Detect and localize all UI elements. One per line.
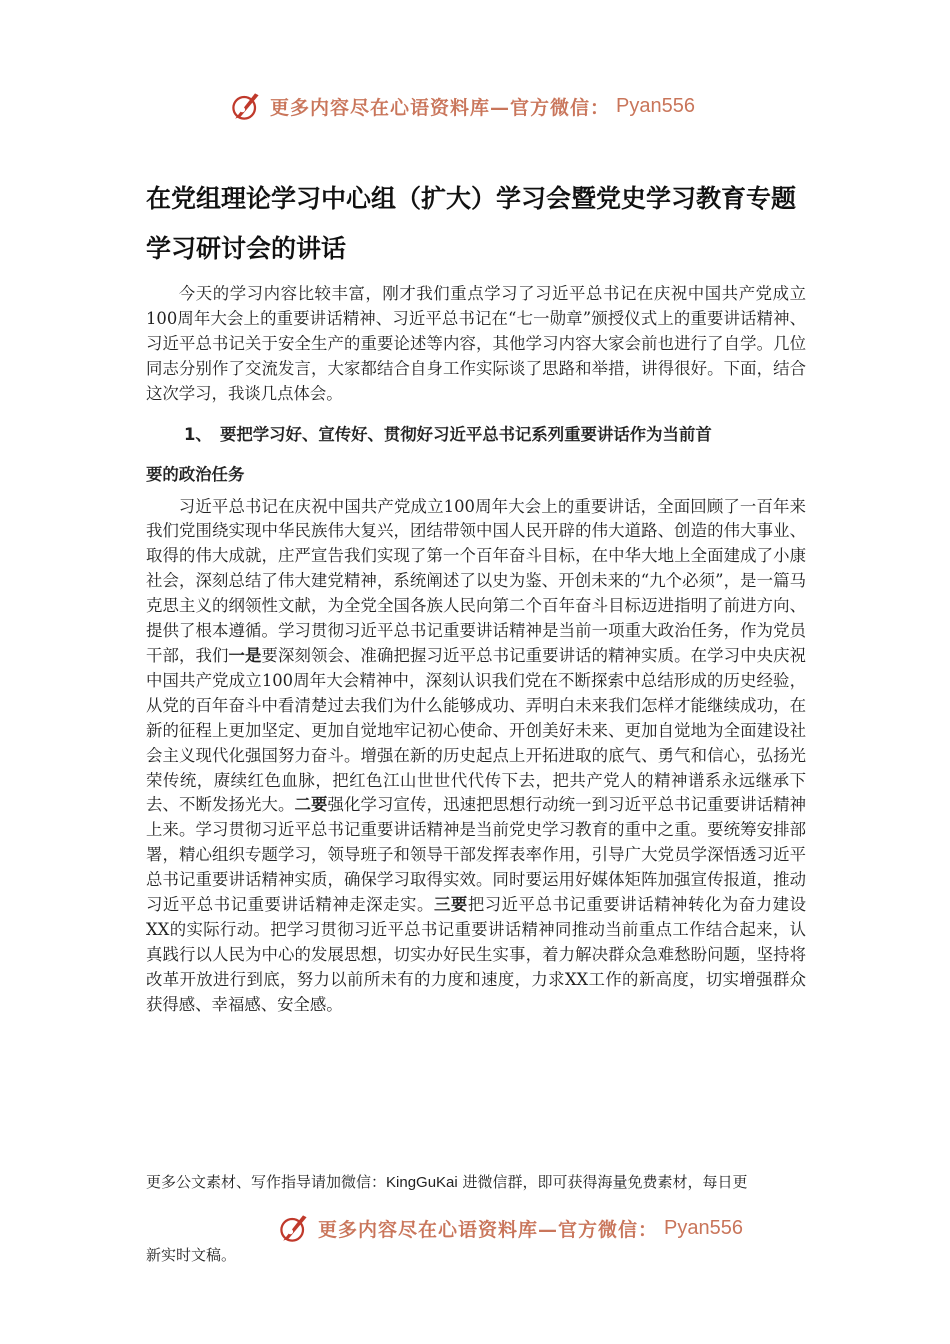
footer-wechat: KingGuKai: [386, 1174, 458, 1191]
paragraph-text-2: 要深刻领会、准确把握习近平总书记重要讲话的精神实质。在学习中央庆祝中国共产党成立100周年大会精神中，深刻认识我们党在不断探索中总结形成的历史经验，从党的百年奋斗中看清楚过去我们为什么能够成功、弄明白未来我们怎样才能继续成功，在新的征程上更加坚定、更加自觉地牢记初心使命、开创美好未来、更加自觉地为全面建设社会主义现代化强国努力奋斗。增强在新的历史起点上开拓进取的底气、勇气和信心，弘扬光荣传统，赓续红色血脉，把红色江山世世代代传下去，把共产党人的精神谱系永远继承下去、不断发扬光大。: [146, 645, 807, 815]
document-title: 在党组理论学习中心组（扩大）学习会暨党史学习教育专题学习研讨会的讲话: [146, 184, 797, 263]
quill-logo-icon: [276, 1210, 312, 1246]
section-number: 1、: [184, 424, 212, 444]
banner-wechat-id: Pyan556: [664, 1216, 743, 1239]
footer-line2: 新实时文稿。: [146, 1246, 237, 1264]
watermark-banner-top: [228, 86, 695, 126]
footer-note: [146, 1170, 808, 1195]
section-heading-line2: 要的政治任务: [146, 464, 245, 484]
paragraph-text-4: 把习近平总书记重要讲话精神转化为奋力建设XX的实际行动。把学习贯彻习近平总书记重要讲话精神同推动当前重点工作结合起来，认真践行以人民为中心的发展思想，切实办好民生实事，着力解决群众急难愁盼问题，坚持将改革开放进行到底，努力以前所未有的力度和速度，力求XX工作的新高度，切实增强群众获得感、幸福感、安全感。: [146, 895, 807, 1014]
watermark-banner-bottom: [276, 1208, 743, 1248]
footer-suffix: 进微信群，即可获得海量免费素材，每日更: [457, 1173, 748, 1191]
bold-marker-3: 三要: [433, 895, 468, 915]
banner-wechat-id: Pyan556: [616, 94, 695, 117]
quill-logo-icon: [228, 88, 264, 124]
paragraph-text-1: 习近平总书记在庆祝中国共产党成立100周年大会上的重要讲话，全面回顾了一百年来我们党围绕实现中华民族伟大复兴，团结带领中国人民开辟的伟大道路、创造的伟大事业、取得的伟大成就，庄严宣告我们实现了第一个百年奋斗目标，在中华大地上全面建成了小康社会，深刻总结了伟大建党精神，系统阐述了以史为鉴、开创未来的“九个必须”，是一篇马克思主义的纲领性文献，为全党全国各族人民向第二个百年奋斗目标迈进指明了前进方向、提供了根本遵循。学习贯彻习近平总书记重要讲话精神是当前一项重大政治任务，作为党员干部，我们: [146, 496, 806, 665]
footer-prefix: 更多公文素材、写作指导请加微信：: [146, 1173, 387, 1191]
banner-text: 更多内容尽在心语资料库—官方微信：: [318, 1218, 659, 1241]
section-paragraph: [146, 495, 806, 1018]
section-heading: [146, 415, 806, 495]
bold-marker-2: 二要: [294, 795, 328, 815]
paragraph-text-3: 强化学习宣传，迅速把思想行动统一到习近平总书记重要讲话精神上来。学习贯彻习近平总书记重要讲话精神是当前党史学习教育的重中之重。要统筹安排部署，精心组织专题学习，领导班子和领导干部发挥表率作用，引导广大党员学深悟透习近平总书记重要讲话精神实质，确保学习取得实效。同时要运用好媒体矩阵加强宣传报道，推动习近平总书记重要讲话精神走深走实。: [146, 795, 807, 915]
document-body: [146, 282, 806, 1018]
intro-paragraph: 今天的学习内容比较丰富，刚才我们重点学习了习近平总书记在庆祝中国共产党成立100周年大会上的重要讲话精神、习近平总书记在“七一勋章”颁授仪式上的重要讲话精神、习近平总书记关于安全生产的重要论述等内容，其他学习内容大家会前也进行了自学。几位同志分别作了交流发言，大家都结合自身工作实际谈了思路和举措，讲得很好。下面，结合这次学习，我谈几点体会。: [146, 284, 806, 403]
banner-text: 更多内容尽在心语资料库—官方微信：: [270, 96, 611, 119]
bold-marker-1: 一是: [228, 645, 262, 665]
section-heading-line1: 要把学习好、宣传好、贯彻好习近平总书记系列重要讲话作为当前首: [220, 424, 712, 444]
